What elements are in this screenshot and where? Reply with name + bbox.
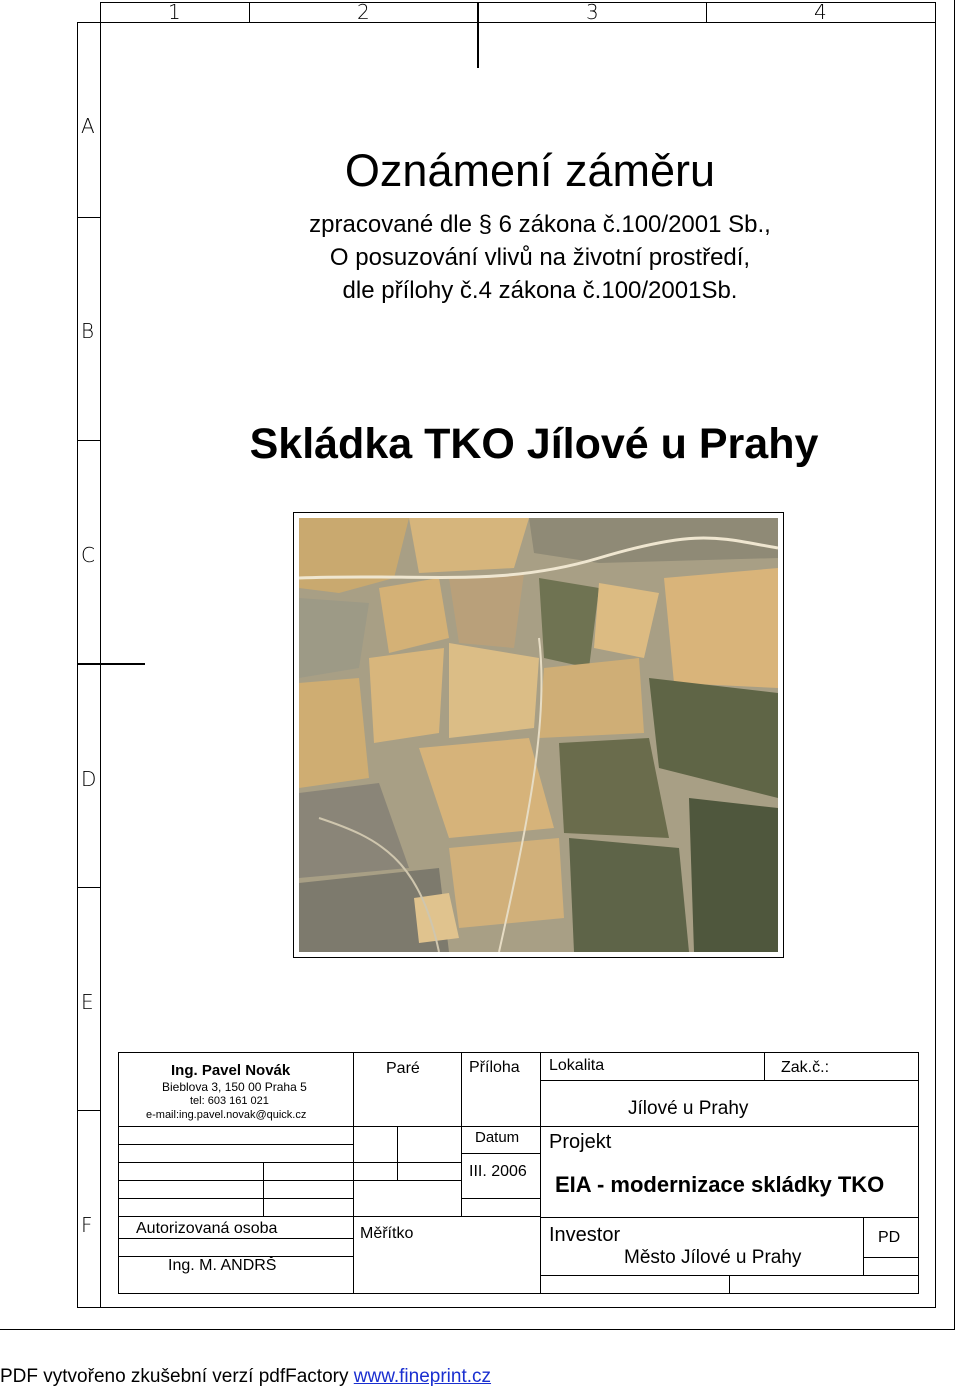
- row-label-d: D: [81, 767, 97, 791]
- row-label-a: A: [81, 114, 95, 138]
- meritko-label: Měřítko: [360, 1225, 414, 1242]
- column-label-3: 3: [586, 0, 599, 24]
- row-label-e: E: [81, 990, 94, 1014]
- aerial-photo: [293, 512, 784, 958]
- pd-label: PD: [878, 1229, 901, 1246]
- row-label-c: C: [81, 543, 95, 567]
- subtitle-line-2: O posuzování vlivů na životní prostředí,: [329, 244, 751, 271]
- row-label-f: F: [81, 1213, 93, 1237]
- subtitle-line-3: dle přílohy č.4 zákona č.100/2001Sb.: [342, 277, 738, 304]
- investor-label: Investor: [549, 1224, 621, 1246]
- pare-label: Paré: [386, 1060, 420, 1077]
- projekt-value: EIA - modernizace skládky TKO: [555, 1172, 885, 1197]
- row-label-b: B: [81, 319, 95, 343]
- author-name: Ing. Pavel Novák: [171, 1062, 291, 1079]
- aerial-photo-image: [299, 518, 778, 952]
- investor-value: Město Jílové u Prahy: [624, 1247, 802, 1268]
- priloha-label: Příloha: [469, 1059, 520, 1076]
- fineprint-link[interactable]: www.fineprint.cz: [353, 1366, 492, 1387]
- project-name: Skládka TKO Jílové u Prahy: [249, 420, 819, 468]
- author-email: e-mail:ing.pavel.novak@quick.cz: [146, 1109, 307, 1121]
- column-label-4: 4: [814, 0, 827, 24]
- authorized-person-label: Autorizovaná osoba: [136, 1220, 278, 1237]
- document-title: Oznámení záměru: [344, 145, 716, 196]
- author-phone: tel: 603 161 021: [190, 1095, 269, 1107]
- authorized-person-value: Ing. M. ANDRŠ: [168, 1257, 277, 1274]
- zak-label: Zak.č.:: [781, 1059, 830, 1076]
- column-label-1: 1: [168, 0, 181, 24]
- pdf-footer: [0, 1366, 491, 1388]
- lokalita-label: Lokalita: [549, 1057, 605, 1074]
- datum-value: III. 2006: [469, 1163, 527, 1180]
- datum-label: Datum: [475, 1129, 520, 1146]
- author-address: Bieblova 3, 150 00 Praha 5: [162, 1080, 307, 1094]
- footer-text: PDF vytvořeno zkušební verzí pdfFactory: [0, 1366, 354, 1387]
- lokalita-value: Jílové u Prahy: [628, 1098, 749, 1119]
- subtitle-line-1: zpracované dle § 6 zákona č.100/2001 Sb.,: [309, 211, 771, 238]
- projekt-label: Projekt: [549, 1131, 612, 1153]
- column-label-2: 2: [357, 0, 370, 24]
